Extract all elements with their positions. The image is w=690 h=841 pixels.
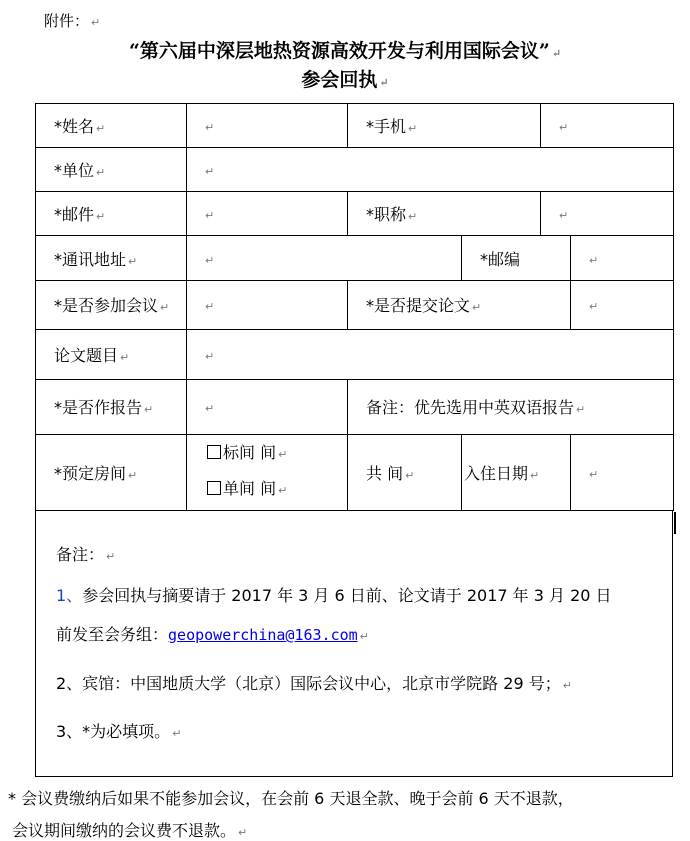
postcode-field[interactable] [571, 236, 674, 281]
paragraph-mark-icon: ↵ [589, 253, 599, 267]
submit-paper-field[interactable] [571, 281, 674, 329]
paragraph-mark-icon: ↵ [559, 209, 569, 223]
paragraph-mark-icon: ↵ [551, 47, 562, 60]
paragraph-mark-icon: ↵ [589, 467, 599, 481]
address-label: *通讯地址 ↵ [36, 236, 187, 281]
paragraph-mark-icon: ↵ [559, 121, 569, 135]
email-link[interactable]: geopowerchina@163.com [168, 626, 358, 644]
checkbox-icon[interactable] [207, 445, 221, 459]
paragraph-mark-icon: ↵ [91, 16, 101, 29]
document-title: “第六届中深层地热资源高效开发与利用国际会议” ↵ [128, 40, 562, 62]
paragraph-mark-icon: ↵ [144, 403, 154, 417]
note-item-2: 2、宾馆：中国地质大学（北京）国际会议中心，北京市学院路 29 号； ↵ [56, 674, 572, 693]
paragraph-mark-icon: ↵ [562, 679, 572, 692]
table-row [36, 329, 674, 379]
footer-note-line-1: * 会议费缴纳后如果不能参加会议，在会前 6 天退全款、晚于会前 6 天不退款， [8, 789, 574, 808]
attachment-label: 附件： ↵ [44, 12, 101, 30]
paragraph-mark-icon: ↵ [278, 484, 288, 498]
table-row [36, 434, 674, 510]
paragraph-mark-icon: ↵ [96, 122, 106, 136]
checkbox-icon[interactable] [207, 481, 221, 495]
table-row [36, 192, 674, 236]
paragraph-mark-icon: ↵ [205, 402, 215, 416]
name-label: *姓名 ↵ [36, 104, 187, 148]
paragraph-mark-icon: ↵ [405, 468, 415, 482]
paragraph-mark-icon: ↵ [472, 301, 482, 315]
checkin-label: 入住日期 ↵ [462, 434, 571, 510]
notes-box [35, 511, 673, 777]
submit-paper-label: *是否提交论文 ↵ [348, 281, 571, 329]
paragraph-mark-icon: ↵ [589, 300, 599, 314]
paragraph-mark-icon: ↵ [128, 254, 138, 268]
paragraph-mark-icon: ↵ [120, 350, 130, 364]
email-label: *邮件 ↵ [36, 192, 187, 236]
phone-field[interactable] [541, 104, 674, 148]
registration-form-table [35, 103, 674, 511]
paragraph-mark-icon: ↵ [160, 301, 170, 315]
phone-label: *手机 ↵ [348, 104, 541, 148]
paragraph-mark-icon: ↵ [278, 448, 288, 462]
paragraph-mark-icon: ↵ [205, 209, 215, 223]
room-label: *预定房间 ↵ [36, 434, 187, 510]
table-row [36, 281, 674, 329]
unit-label: *单位 ↵ [36, 148, 187, 192]
text-cursor [674, 512, 676, 534]
table-row [36, 104, 674, 148]
job-title-label: *职称 ↵ [348, 192, 541, 236]
paragraph-mark-icon: ↵ [379, 76, 389, 89]
room-standard-option[interactable]: 标间 间 ↵ [207, 436, 347, 472]
unit-field[interactable] [187, 148, 674, 192]
paragraph-mark-icon: ↵ [408, 122, 418, 136]
note-item-1: 1、参会回执与摘要请于 2017 年 3 月 6 日前、论文请于 2017 年 3 月 20 日 [56, 586, 612, 605]
paragraph-mark-icon: ↵ [205, 253, 215, 267]
paragraph-mark-icon: ↵ [96, 210, 106, 224]
notes-heading: 备注： ↵ [56, 545, 116, 564]
paragraph-mark-icon: ↵ [96, 166, 106, 180]
paragraph-mark-icon: ↵ [530, 468, 540, 482]
paragraph-mark-icon: ↵ [359, 630, 369, 643]
report-label: *是否作报告 ↵ [36, 379, 187, 434]
paragraph-mark-icon: ↵ [408, 210, 418, 224]
attend-field[interactable] [187, 281, 348, 329]
document-subtitle: 参会回执 ↵ [301, 69, 389, 91]
paragraph-mark-icon: ↵ [205, 165, 215, 179]
room-single-option[interactable]: 单间 间 ↵ [207, 472, 347, 508]
report-field[interactable] [187, 379, 348, 434]
room-total[interactable]: 共 间 ↵ [348, 434, 462, 510]
footer-note-line-2: 会议期间缴纳的会议费不退款。 ↵ [12, 821, 248, 840]
paragraph-mark-icon: ↵ [128, 468, 138, 482]
checkin-field[interactable] [571, 434, 674, 510]
address-field[interactable] [187, 236, 462, 281]
name-field[interactable] [187, 104, 348, 148]
paragraph-mark-icon: ↵ [205, 300, 215, 314]
paper-title-label: 论文题目 ↵ [36, 329, 187, 379]
note-item-1-cont: 前发至会务组：geopowerchina@163.com ↵ [56, 625, 369, 644]
paragraph-mark-icon: ↵ [205, 121, 215, 135]
room-options [187, 434, 348, 510]
email-field[interactable] [187, 192, 348, 236]
table-row [36, 148, 674, 192]
paper-title-field[interactable] [187, 329, 674, 379]
paragraph-mark-icon: ↵ [576, 403, 586, 417]
postcode-label: *邮编 [462, 236, 571, 281]
note-item-3: 3、*为必填项。 ↵ [56, 722, 182, 741]
job-title-field[interactable] [541, 192, 674, 236]
paragraph-mark-icon: ↵ [205, 349, 215, 363]
paragraph-mark-icon: ↵ [238, 826, 248, 839]
report-note: 备注：优先选用中英双语报告 ↵ [348, 379, 674, 434]
paragraph-mark-icon: ↵ [172, 727, 182, 740]
attend-label: *是否参加会议 ↵ [36, 281, 187, 329]
paragraph-mark-icon: ↵ [106, 550, 116, 563]
table-row [36, 379, 674, 434]
table-row [36, 236, 674, 281]
